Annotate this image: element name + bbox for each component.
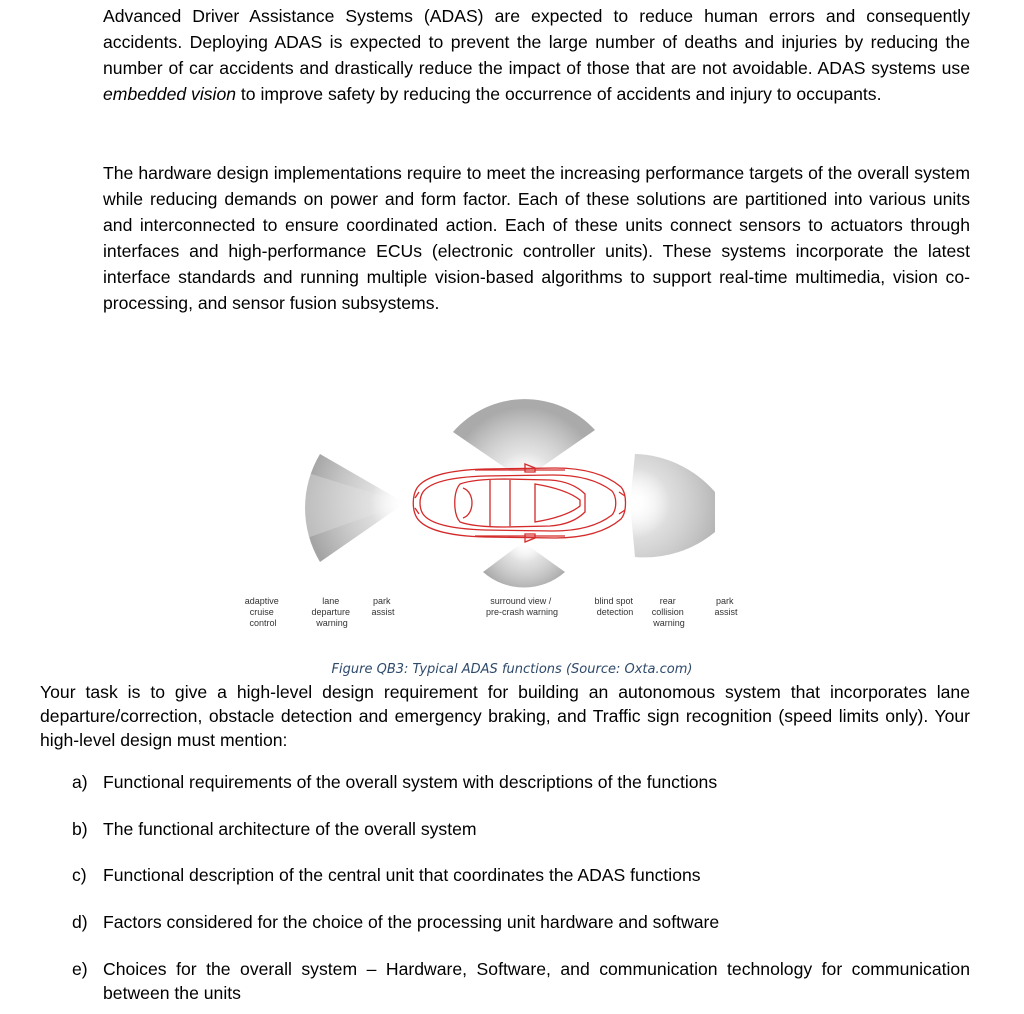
item-letter: d) [72, 912, 88, 932]
blind-spot-detection-label [594, 596, 635, 617]
requirement-item-d [72, 910, 970, 934]
adas-figure [235, 392, 755, 642]
item-text: Functional requirements of the overall system with descriptions of the functions [103, 772, 718, 792]
item-text: Factors considered for the choice of the processing unit hardware and software [103, 912, 720, 932]
requirement-item-a [72, 770, 970, 794]
label-line: lane [322, 596, 340, 606]
label-line: pre-crash warning [485, 607, 559, 617]
requirement-item-b [72, 817, 970, 841]
bottom-cone [483, 542, 565, 587]
label-line: assist [714, 607, 738, 617]
label-line: rear [659, 596, 676, 606]
label-line: park [372, 596, 391, 606]
label-line: warning [653, 618, 685, 628]
label-line: departure [311, 607, 351, 617]
requirement-item-c [72, 863, 970, 887]
car-outline [413, 464, 625, 542]
label-line: collision [651, 607, 684, 617]
item-text: The functional architecture of the overall system [103, 819, 477, 839]
item-letter: c) [72, 865, 87, 885]
item-letter: a) [72, 772, 88, 792]
lane-departure-warning-label [311, 596, 352, 628]
label-line: cruise [249, 607, 274, 617]
label-line: surround view / [490, 596, 552, 606]
task-paragraph: Your task is to give a high-level design requirement for building an autonomous system that incorporates lane departure/correction, obstacle detection and emergency braking, and Traffic sign recognition (speed limits only). Your high-level design must mention: [40, 682, 970, 750]
label-line: adaptive [244, 596, 279, 606]
intro-paragraph [103, 3, 970, 107]
intro-text-end: to improve safety by reducing the occurrence of accidents and injury to occupants. [236, 84, 882, 105]
park-assist-right-label [714, 596, 738, 617]
requirement-item-e [72, 957, 970, 1005]
intro-emphasis: embedded vision [103, 84, 237, 105]
adaptive-cruise-control-label [245, 596, 282, 628]
park-assist-left-label [371, 596, 395, 617]
front-right-cone [630, 454, 715, 557]
intro-text-start: Advanced Driver Assistance Systems (ADAS) are expected to reduce human errors and consequently accidents. Deploying ADAS is expected to prevent the large number of deaths and injuries by reducing the number of car accidents and drastically reduce the impact of those that are not avoidable. ADAS systems use [103, 6, 970, 79]
surround-view-label [486, 596, 558, 617]
label-line: blind spot [594, 596, 634, 606]
item-text: Functional description of the central unit that coordinates the ADAS functions [103, 865, 701, 885]
label-line: detection [596, 607, 634, 617]
label-line: park [715, 596, 734, 606]
rear-collision-warning-label [652, 596, 687, 628]
item-text: Choices for the overall system – Hardware, Software, and communication technology for communication between the units [103, 959, 970, 1003]
item-letter: b) [72, 819, 88, 839]
label-line: control [249, 618, 277, 628]
figure-caption: Figure QB3: Typical ADAS functions (Source: Oxta.com) [331, 662, 693, 677]
adas-diagram [235, 392, 755, 642]
label-line: warning [316, 618, 348, 628]
item-letter: e) [72, 959, 88, 979]
hardware-paragraph: The hardware design implementations require to meet the increasing performance targets of the overall system while reducing demands on power and form factor. Each of these solutions are partitioned into various units and interconnected to ensure coordinated action. Each of these units connect sensors to actuators through interfaces and high-performance ECUs (electronic controller units). These systems incorporate the latest interface standards and running multiple vision-based algorithms to support real-time multimedia, vision co-processing, and sensor fusion subsystems. [103, 163, 970, 314]
label-line: assist [371, 607, 395, 617]
